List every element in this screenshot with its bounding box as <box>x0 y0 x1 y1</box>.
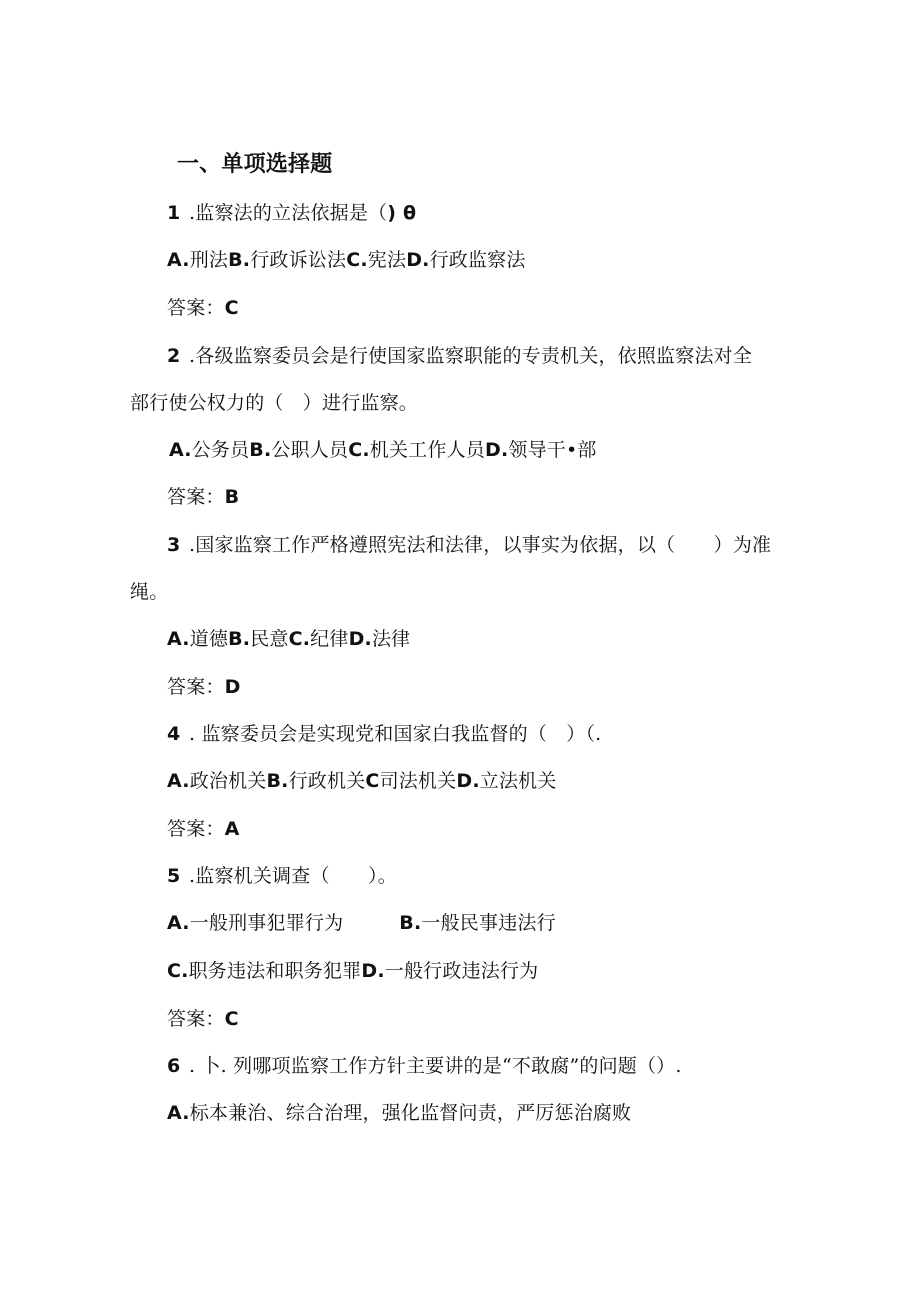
option-text: 职务违法和职务犯罪 <box>188 960 362 982</box>
option-letter: C. <box>288 628 311 650</box>
question-6-stem <box>167 1054 682 1078</box>
option-text: 行政机关 <box>288 770 366 792</box>
option-text: 刑法 <box>189 249 229 271</box>
question-4-answer <box>167 817 240 841</box>
question-1-options <box>167 248 526 272</box>
option-letter: B. <box>228 628 251 650</box>
option-text: 标本兼治、综合治理，强化监督问责，严厉惩治腐败 <box>189 1102 632 1124</box>
option-letter: D. <box>361 960 385 982</box>
option-letter: D. <box>406 249 430 271</box>
question-5-answer <box>167 1007 239 1031</box>
question-text: .国家监察工作严格遵照宪法和法律，以事实为依据，以（ ）为准 <box>189 534 772 556</box>
question-number: 3 <box>167 534 181 556</box>
question-3-options <box>167 627 410 651</box>
option-text: 领导干•部 <box>508 439 597 461</box>
question-text: . 监察委员会是实现党和国家白我监督的（ ）（. <box>189 723 602 745</box>
option-letter: A. <box>169 439 192 461</box>
option-text: 机关工作人员 <box>369 439 485 461</box>
option-letter: D. <box>484 439 509 461</box>
section-title: 一、单项选择题 <box>177 152 333 177</box>
option-letter: C. <box>348 439 370 461</box>
question-5-options-row-2 <box>167 959 538 983</box>
answer-value: D <box>224 676 241 698</box>
option-letter: C <box>365 770 380 792</box>
question-2-options <box>169 438 597 462</box>
question-text: .监察法的立法依据是（ <box>189 202 388 224</box>
option-text: 道德 <box>189 628 229 650</box>
question-2-stem-continued: 部行使公权力的（ ）进行监察。 <box>130 392 419 414</box>
option-letter: D. <box>456 770 480 792</box>
question-2-answer <box>167 485 239 509</box>
question-text: .各级监察委员会是行使国家监察职能的专责机关，依照监察法对全 <box>189 345 753 367</box>
option-text: 政治机关 <box>189 770 267 792</box>
question-4-stem <box>167 722 601 746</box>
question-3-stem <box>167 533 771 557</box>
question-3-stem-continued: 绳。 <box>130 581 169 603</box>
answer-value: A <box>224 818 240 840</box>
option-letter: D. <box>348 628 372 650</box>
question-5-options-row-1 <box>167 911 556 935</box>
question-2-stem <box>167 344 752 368</box>
option-letter: B. <box>249 439 272 461</box>
question-6-option-a <box>167 1101 631 1125</box>
question-4-options <box>167 769 557 793</box>
option-letter: A. <box>167 628 190 650</box>
answer-label: 答案： <box>167 486 225 508</box>
answer-label: 答案： <box>167 1008 225 1030</box>
option-text: 一般民事违法行 <box>421 912 556 934</box>
question-3-answer <box>167 675 241 699</box>
question-number: 6 <box>167 1055 181 1077</box>
question-text: . 卜. 列哪项监察工作方针主要讲的是“不敢腐”的问题（）. <box>189 1055 682 1077</box>
option-text: 公职人员 <box>271 439 349 461</box>
answer-value: B <box>224 486 240 508</box>
question-number: 5 <box>167 865 181 887</box>
question-text: .监察机关调查（ ）。 <box>189 865 397 887</box>
option-letter: B. <box>228 249 251 271</box>
option-text: 行政诉讼法 <box>250 249 347 271</box>
option-text: 法律 <box>371 628 411 650</box>
option-letter: A. <box>167 912 190 934</box>
answer-label: 答案： <box>167 676 225 698</box>
option-letter: B. <box>399 912 422 934</box>
option-letter: B. <box>266 770 289 792</box>
question-1-stem <box>167 201 416 225</box>
option-letter: A. <box>167 770 190 792</box>
option-text: 纪律 <box>310 628 349 650</box>
option-text: 立法机关 <box>479 770 557 792</box>
option-text: 司法机关 <box>379 770 457 792</box>
option-text: 宪法 <box>367 249 407 271</box>
question-number: 2 <box>167 345 181 367</box>
question-text-end: ) θ <box>387 202 417 224</box>
question-number: 4 <box>167 723 181 745</box>
option-letter: A. <box>167 249 190 271</box>
option-text: 一般行政违法行为 <box>384 960 539 982</box>
question-number: 1 <box>167 202 181 224</box>
option-letter: C. <box>167 960 189 982</box>
answer-label: 答案： <box>167 818 225 840</box>
answer-value: C <box>224 297 239 319</box>
option-letter: C. <box>346 249 368 271</box>
option-letter: A. <box>167 1102 190 1124</box>
option-text: 行政监察法 <box>429 249 526 271</box>
option-text: 公务员 <box>191 439 250 461</box>
question-5-stem <box>167 864 397 888</box>
option-text: 民意 <box>250 628 289 650</box>
option-text: 一般刑事犯罪行为 <box>189 912 344 934</box>
question-1-answer <box>167 296 239 320</box>
answer-value: C <box>224 1008 239 1030</box>
answer-label: 答案： <box>167 297 225 319</box>
